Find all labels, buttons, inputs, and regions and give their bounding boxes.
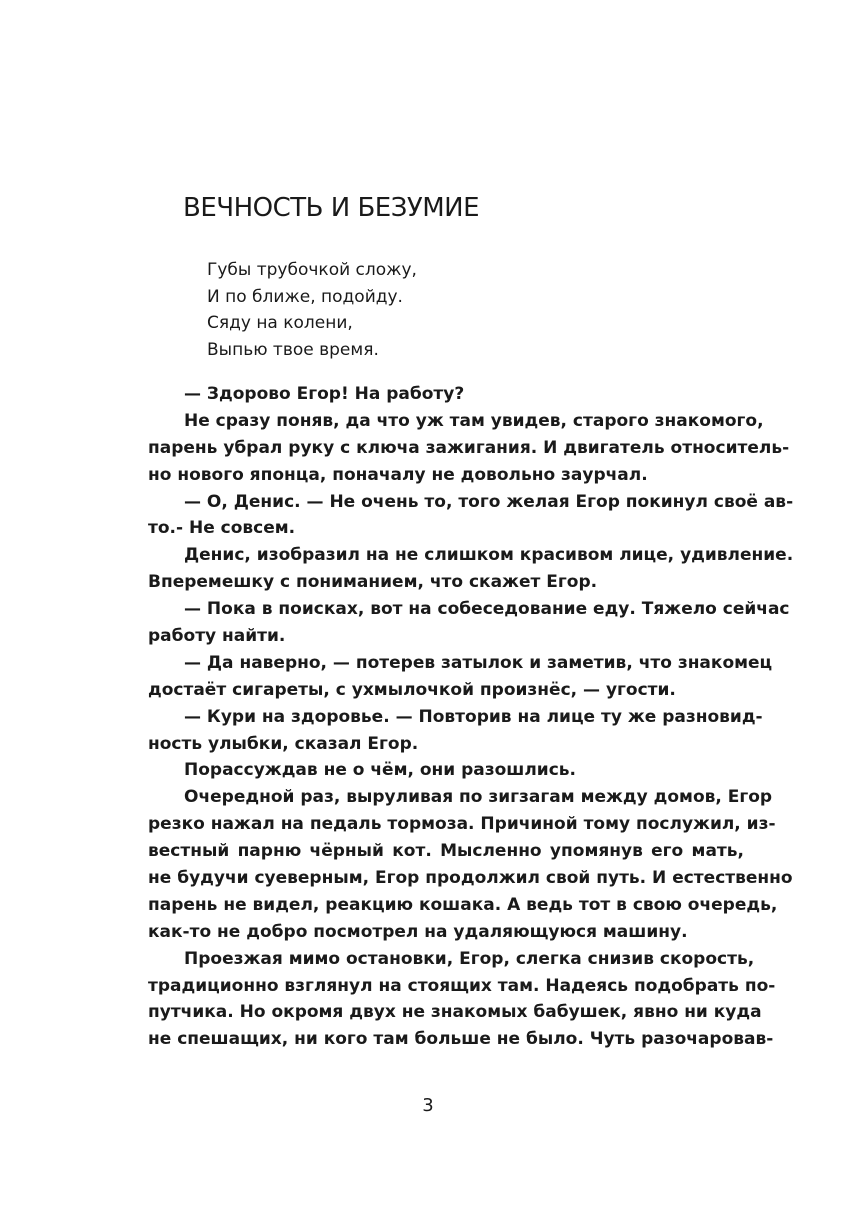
text-line: — О, Денис. — Не очень то, того желая Егор покинул своё ав- — [184, 491, 794, 512]
text-line: — Здорово Егор! На работу? — [184, 384, 465, 404]
text-line: не спешащих, ни кого там больше не было. Чуть разочаровав- — [148, 1029, 774, 1050]
text-line: Проезжая мимо остановки, Егор, слегка снизив скорость, — [184, 948, 755, 969]
epigraph-poem — [207, 257, 417, 363]
text-line: парень убрал руку с ключа зажигания. И двигатель относитель- — [148, 437, 790, 458]
text-line: — Пока в поисках, вот на собеседование еду. Тяжело сейчас — [184, 599, 790, 620]
poem-line: И по ближе, подойду. — [207, 286, 403, 307]
poem-line: Выпью твое время. — [207, 339, 379, 360]
text-line: Порассуждав не о чём, они разошлись. — [184, 760, 576, 781]
text-line: не будучи суеверным, Егор продолжил свой путь. И естественно — [148, 868, 793, 889]
text-line: ность улыбки, сказал Егор. — [148, 733, 419, 754]
poem-line: Губы трубочкой сложу, — [207, 260, 417, 280]
text-line: традиционно взглянул на стоящих там. Надеясь подобрать по- — [148, 975, 776, 996]
text-line: Вперемешку с пониманием, что скажет Егор. — [148, 572, 598, 593]
text-line: Очередной раз, выруливая по зигзагам между домов, Егор — [184, 787, 773, 808]
page-number: 3 — [422, 1095, 434, 1116]
text-line: — Да наверно, — потерев затылок и заметив, что знакомец — [184, 652, 773, 673]
text-line: путчика. Но окромя двух не знакомых бабушек, явно ни куда — [148, 1002, 762, 1023]
text-line: Денис, изобразил на не слишком красивом лице, удивление. — [184, 545, 794, 566]
text-line: то.- Не совсем. — [148, 518, 296, 539]
chapter-title: ВЕЧНОСТЬ И БЕЗУМИЕ — [183, 193, 480, 223]
text-line: — Кури на здоровье. — Повторив на лице ту же разновид- — [184, 706, 763, 727]
text-line: парень не видел, реакцию кошака. А ведь тот в свою очередь, — [148, 894, 778, 915]
poem-line: Сяду на колени, — [207, 313, 353, 333]
text-line: но нового японца, поначалу не довольно заурчал. — [148, 464, 648, 485]
body-text — [148, 381, 794, 1053]
text-line: резко нажал на педаль тормоза. Причиной тому послужил, из- — [148, 814, 776, 835]
text-line: работу найти. — [148, 626, 286, 647]
text-line: Не сразу поняв, да что уж там увидев, старого знакомого, — [184, 410, 764, 431]
text-line: достаёт сигареты, с ухмылочкой произнёс, — угости. — [148, 679, 676, 700]
text-line: вестный парню чёрный кот. Мысленно упомянув его мать, — [148, 841, 744, 862]
text-line: как-то не добро посмотрел на удаляющуюся машину. — [148, 921, 688, 942]
